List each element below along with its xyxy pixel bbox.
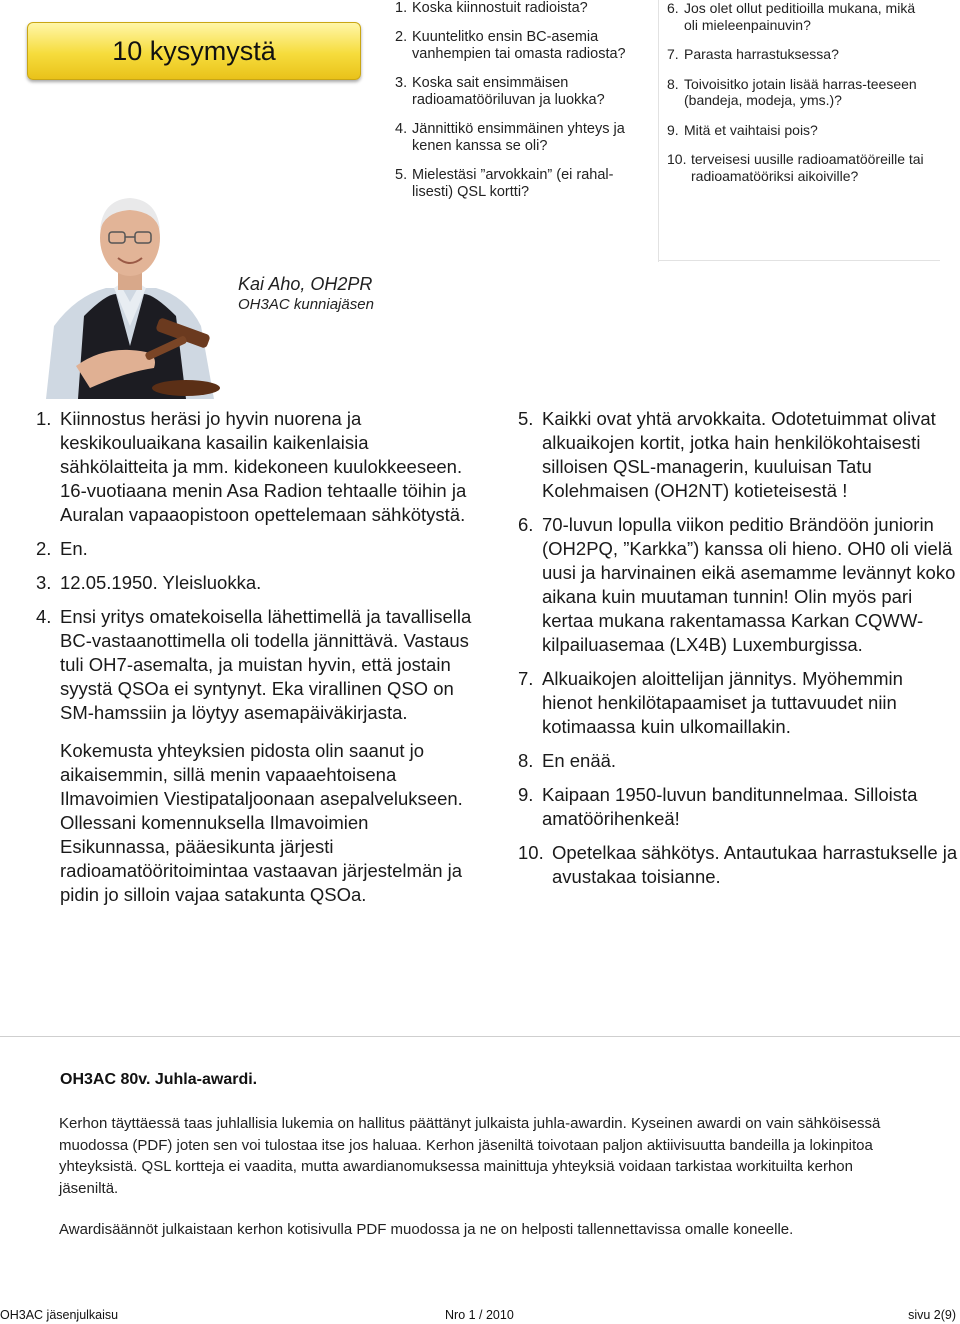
footer-issue: Nro 1 / 2010: [445, 1308, 514, 1322]
answer-item: 1. Kiinnostus heräsi jo hyvin nuorena ja keskikouluaikana kasailin kaikenlaisia sähkölaitteita ja mm. kidekoneen kuulokkeeseen. 16-vuotiaana menin Asa Radion tehtaalle töihin ja Auralan vapaaopistoon opettelemaan sähkötystä.: [36, 408, 467, 525]
answer-item: 7. Alkuaikojen aloittelijan jännitys. Myöhemmin hienot henkilötapaamiset ja tuttavuudet niin kotimaassa kuin ulkomaillakin.: [518, 668, 903, 737]
divider: [658, 260, 940, 261]
answer-item: 8. En enää.: [518, 750, 617, 771]
question-item: 4. Jännittikö ensimmäinen yhteys ja kenen kanssa se oli?: [395, 121, 625, 154]
answers-left-column: [36, 407, 476, 917]
question-item: 8. Toivoisitko jotain lisää harras-teeseen (bandeja, modeja, yms.)?: [667, 75, 917, 108]
question-item: 2. Kuuntelitko ensin BC-asemia vanhempien tai omasta radiosta?: [395, 29, 626, 62]
question-item: 5. Mielestäsi ”arvokkain” (ei rahal-lisesti) QSL kortti?: [395, 167, 614, 200]
answer-item: 3. 12.05.1950. Yleisluokka.: [36, 572, 262, 593]
award-heading: OH3AC 80v. Juhla-awardi.: [60, 1071, 258, 1088]
section-divider: [0, 1036, 960, 1037]
question-item: 7. Parasta harrastuksessa?: [667, 46, 839, 62]
person-role: OH3AC kunniajäsen: [238, 296, 374, 313]
answer-item: 4. Ensi yritys omatekoisella lähettimellä ja tavallisella BC-vastaanottimella oli todella jännittävä. Vastaus tuli OH7-asemalta, ja muistan hyvin, että jostain syystä QSOa ei syntynyt. Eka virallinen QSO on SM-hamssiin ja löytyy asemapäiväkirjasta.: [36, 606, 472, 723]
answer-item: 10. Opetelkaa sähkötys. Antautukaa harrastukselle ja avustakaa toisianne.: [518, 842, 958, 887]
question-item: 10. terveisesi uusille radioamatööreille tai radioamatööriksi aikoiville?: [667, 151, 924, 184]
answer-item: 2. En.: [36, 538, 88, 559]
portrait-photo: [36, 176, 224, 399]
questions-right-column: [667, 0, 932, 197]
section-title-box: [27, 22, 361, 80]
award-paragraph: Awardisäännöt julkaistaan kerhon kotisivulla PDF muodossa ja ne on helposti tallennettavissa omalle koneelle.: [59, 1221, 794, 1238]
answer-paragraph: Kokemusta yhteyksien pidosta olin saanut jo aikaisemmin, sillä menin vapaaehtoisena Ilmavoimien Viestipataljoonaan asepalvelukseen. Ollessani komennuksella Ilmavoimien Esikunnassa, pääesikunta järjesti radioamatööritoimintaa vastaavan järjestelmän ja pidin jo silloin vajaa satakunta QSOa.: [60, 740, 463, 905]
section-title: 10 kysymystä: [112, 35, 276, 66]
footer-publication: OH3AC jäsenjulkaisu: [0, 1308, 119, 1322]
person-name: Kai Aho, OH2PR: [238, 274, 373, 294]
award-body: [59, 1113, 909, 1261]
footer-page-number: sivu 2(9): [908, 1308, 956, 1322]
question-item: 9. Mitä et vaihtaisi pois?: [667, 121, 818, 138]
answer-item: 5. Kaikki ovat yhtä arvokkaita. Odotetuimmat olivat alkuaikojen kortit, jotka hain henkilökohtaisesti silloisen QSL-managerin, kuuluisan Tatu Kolehmaisen (OH2NT) kotieteisestä !: [518, 408, 936, 501]
divider: [658, 0, 659, 262]
question-item: 3. Koska sait ensimmäisen radioamatööriluvan ja luokka?: [395, 75, 605, 108]
questions-left-column: [395, 0, 650, 213]
answer-item: 9. Kaipaan 1950-luvun banditunnelmaa. Silloista amatöörihenkeä!: [518, 784, 918, 829]
award-paragraph: Kerhon täyttäessä taas juhlallisia lukemia on hallitus päättänyt julkaista juhla-awardin. Kyseinen awardi on vain sähköisessä muodossa (PDF) joten sen voi tulostaa itse jos haluaa. Kerhon jäseniltä toivotaan paljon aktiivisuutta bandeilla ja lokinpitoa yhteyksistä. QSL kortteja ei vaadita, mutta awardianomuksessa mainittuja yhteyksiä voidaan tarkistaa workituilta kerhon jäseniltä.: [59, 1115, 881, 1197]
answers-right-column: [518, 407, 958, 899]
question-item: 1. Koska kiinnostuit radioista?: [395, 0, 588, 16]
question-item: 6. Jos olet ollut peditioilla mukana, mikä oli mieleenpainuvin?: [667, 0, 916, 33]
answer-item: 6. 70-luvun lopulla viikon peditio Brändöön juniorin (OH2PQ, ”Karkka”) kanssa oli hieno. OH0 oli vielä uusi ja harvinainen eikä asemamme levännyt koko aikana kuin muutaman tunnin! Olin myös pari kertaa mukana rakentamassa Karkan CQWW-kilpailuasemaa (LX4B) Luxemburgissa.: [518, 514, 956, 655]
